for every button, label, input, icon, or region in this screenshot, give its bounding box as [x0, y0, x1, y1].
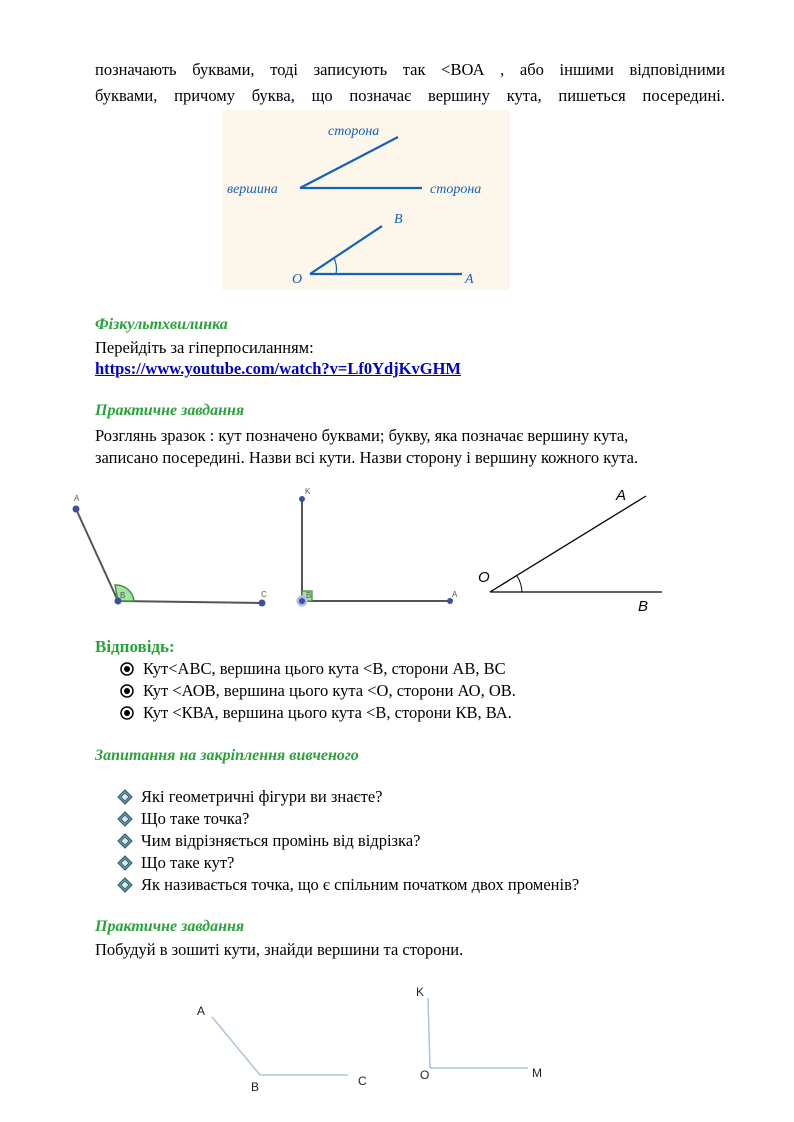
practice-task-line-2: записано посередині. Назви всі кути. Назви сторону і вершину кожного кута.	[95, 448, 639, 467]
point-b	[299, 598, 305, 604]
question-item	[117, 808, 579, 830]
label-b: B	[306, 591, 312, 600]
figure-angle-abc-2	[190, 995, 380, 1100]
label-side-top: сторона	[328, 124, 380, 139]
label-a: A	[197, 1004, 206, 1018]
label-o: O	[420, 1068, 430, 1080]
radio-bullet-icon	[120, 684, 134, 698]
label-b: B	[120, 591, 126, 600]
answer-item	[120, 680, 516, 702]
questions-list	[117, 786, 579, 896]
diamond-bullet-icon	[117, 789, 133, 805]
diamond-bullet-icon	[117, 811, 133, 827]
segment-ab	[76, 509, 118, 601]
label-a: A	[74, 494, 80, 503]
questions-title: Запитання на закріплення вивченого	[95, 747, 359, 764]
label-a: A	[452, 590, 458, 599]
question-item-text: Що таке точка?	[141, 809, 250, 828]
exercise-break-title: Фізкультхвилинка	[95, 316, 228, 333]
answer-list	[120, 658, 516, 724]
point-c	[259, 600, 266, 607]
figure-angle-kba	[290, 485, 470, 620]
practice-task-2-text: Побудуй в зошиті кути, знайди вершини та сторони.	[95, 940, 464, 959]
question-item-text: Чим відрізняється промінь від відрізка?	[141, 831, 421, 850]
label-point-b: В	[394, 212, 403, 227]
figure-angle-kom	[410, 980, 560, 1080]
answer-item-text: Кут <КВА, вершина цього кута <В, сторони КВ, ВА.	[143, 703, 512, 722]
segment-ko	[428, 998, 430, 1068]
question-item-text: Що таке кут?	[141, 853, 235, 872]
diamond-bullet-icon	[117, 855, 133, 871]
youtube-link[interactable]: https://www.youtube.com/watch?v=Lf0YdjKvGHM	[95, 359, 461, 378]
label-b: B	[251, 1080, 260, 1094]
segment-ab	[212, 1017, 260, 1075]
label-b: B	[638, 598, 649, 615]
question-item	[117, 852, 579, 874]
answer-item-text: Кут <АОВ, вершина цього кута <О, сторони АО, ОВ.	[143, 681, 516, 700]
radio-bullet-icon	[120, 706, 134, 720]
point-a	[73, 506, 80, 513]
point-k	[299, 496, 305, 502]
question-item	[117, 874, 579, 896]
label-side-right: сторона	[430, 182, 482, 197]
ray-oa	[490, 496, 646, 592]
practice-task-title: Практичне завдання	[95, 402, 245, 419]
figure-angle-abc	[60, 485, 290, 620]
label-m: M	[532, 1066, 542, 1080]
label-vertex: вершина	[227, 182, 278, 197]
question-item-text: Які геометричні фігури ви знаєте?	[141, 787, 383, 806]
radio-bullet-icon	[120, 662, 134, 676]
label-k: K	[305, 487, 311, 496]
question-item-text: Як називається точка, що є спільним початком двох променів?	[141, 875, 580, 894]
question-item	[117, 830, 579, 852]
label-c: C	[358, 1074, 367, 1088]
angle-arc	[517, 576, 522, 592]
angle-definition-diagram	[222, 110, 510, 290]
diamond-bullet-icon	[117, 833, 133, 849]
practice-task-line-1: Розглянь зразок : кут позначено буквами; букву, яка позначає вершину кута,	[95, 426, 629, 445]
answer-title: Відповідь:	[95, 637, 175, 656]
answer-item	[120, 702, 516, 724]
label-a: A	[616, 487, 627, 504]
answer-item-text: Кут<АВС, вершина цього кута <В, сторони АВ, ВС	[143, 659, 506, 678]
question-item	[117, 786, 579, 808]
practice-task-2-title: Практичне завдання	[95, 918, 245, 935]
label-o: O	[478, 569, 490, 586]
label-point-a: А	[465, 272, 474, 287]
intro-line-1: позначають буквами, тоді записують так <ВОА , або іншими відповідними	[95, 60, 725, 79]
label-k: K	[416, 985, 425, 999]
diamond-bullet-icon	[117, 877, 133, 893]
segment-bc	[118, 601, 262, 603]
label-c: C	[261, 590, 267, 599]
label-point-o: О	[292, 272, 303, 287]
answer-item	[120, 658, 516, 680]
intro-line-2: буквами, причому буква, що позначає вершину кута, пишеться посередині.	[95, 86, 725, 105]
figure-angle-aob	[470, 480, 680, 620]
exercise-break-text: Перейдіть за гіперпосиланням:	[95, 338, 314, 357]
